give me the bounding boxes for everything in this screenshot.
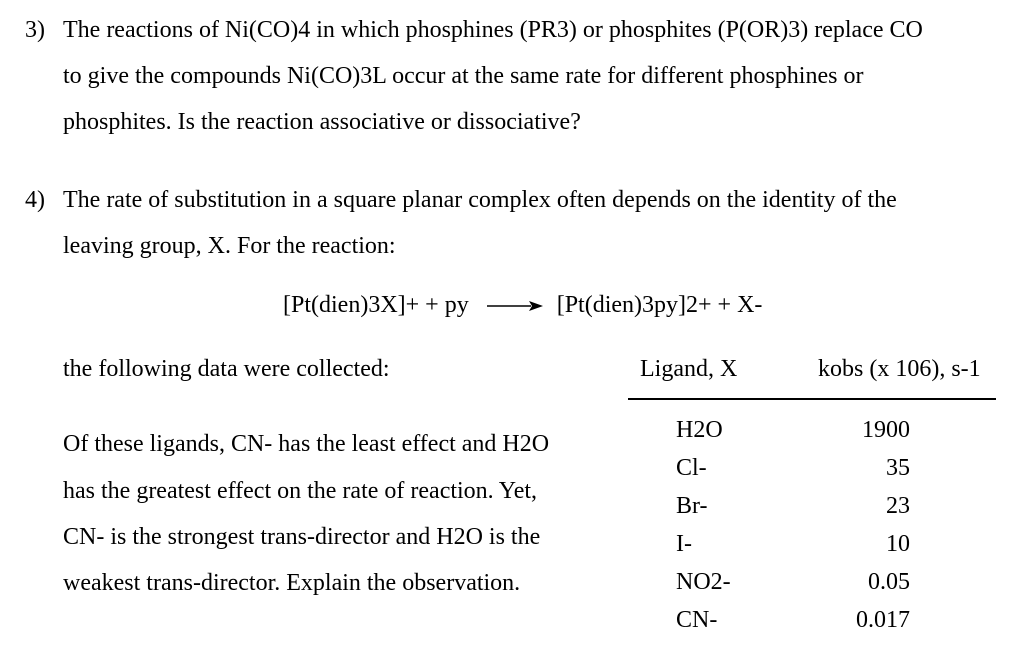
equation-products: [Pt(dien)3py]2+ + X- bbox=[556, 292, 763, 318]
explanation-line-3: CN- is the strongest trans-director and H2O is the bbox=[63, 524, 541, 550]
table-header-kobs: kobs (x 106), s-1 bbox=[818, 356, 981, 382]
question-4-line-1: The rate of substitution in a square planar complex often depends on the identity of the bbox=[63, 187, 897, 213]
table-row-ligand: NO2- bbox=[676, 569, 731, 595]
data-intro-text: the following data were collected: bbox=[63, 356, 390, 382]
table-row-ligand: H2O bbox=[676, 417, 723, 443]
question-3-number: 3) bbox=[25, 17, 45, 43]
explanation-line-4: weakest trans-director. Explain the observation. bbox=[63, 570, 521, 596]
table-row-ligand: I- bbox=[676, 531, 692, 557]
reaction-arrow-icon bbox=[487, 299, 543, 313]
table-row-value: 10 bbox=[886, 531, 910, 557]
table-header-ligand: Ligand, X bbox=[640, 356, 738, 382]
question-3-line-3: phosphites. Is the reaction associative or dissociative? bbox=[63, 109, 581, 135]
reaction-equation bbox=[283, 292, 762, 319]
table-row-ligand: Br- bbox=[676, 493, 708, 519]
question-3-line-2: to give the compounds Ni(CO)3L occur at the same rate for different phosphines or bbox=[63, 63, 864, 89]
table-header-rule bbox=[628, 398, 996, 400]
table-row-value: 0.05 bbox=[868, 569, 910, 595]
question-4-number: 4) bbox=[25, 187, 45, 213]
table-row-value: 0.017 bbox=[856, 607, 910, 633]
table-row-ligand: CN- bbox=[676, 607, 718, 633]
equation-reactants: [Pt(dien)3X]+ + py bbox=[283, 292, 469, 318]
table-row-ligand: Cl- bbox=[676, 455, 707, 481]
explanation-line-2: has the greatest effect on the rate of reaction. Yet, bbox=[63, 478, 538, 504]
table-row-value: 1900 bbox=[862, 417, 910, 443]
question-4-line-2: leaving group, X. For the reaction: bbox=[63, 233, 396, 259]
question-3-line-1: The reactions of Ni(CO)4 in which phosphines (PR3) or phosphites (P(OR)3) replace CO bbox=[63, 17, 923, 43]
table-row-value: 23 bbox=[886, 493, 910, 519]
explanation-line-1: Of these ligands, CN- has the least effect and H2O bbox=[63, 431, 550, 457]
table-row-value: 35 bbox=[886, 455, 910, 481]
